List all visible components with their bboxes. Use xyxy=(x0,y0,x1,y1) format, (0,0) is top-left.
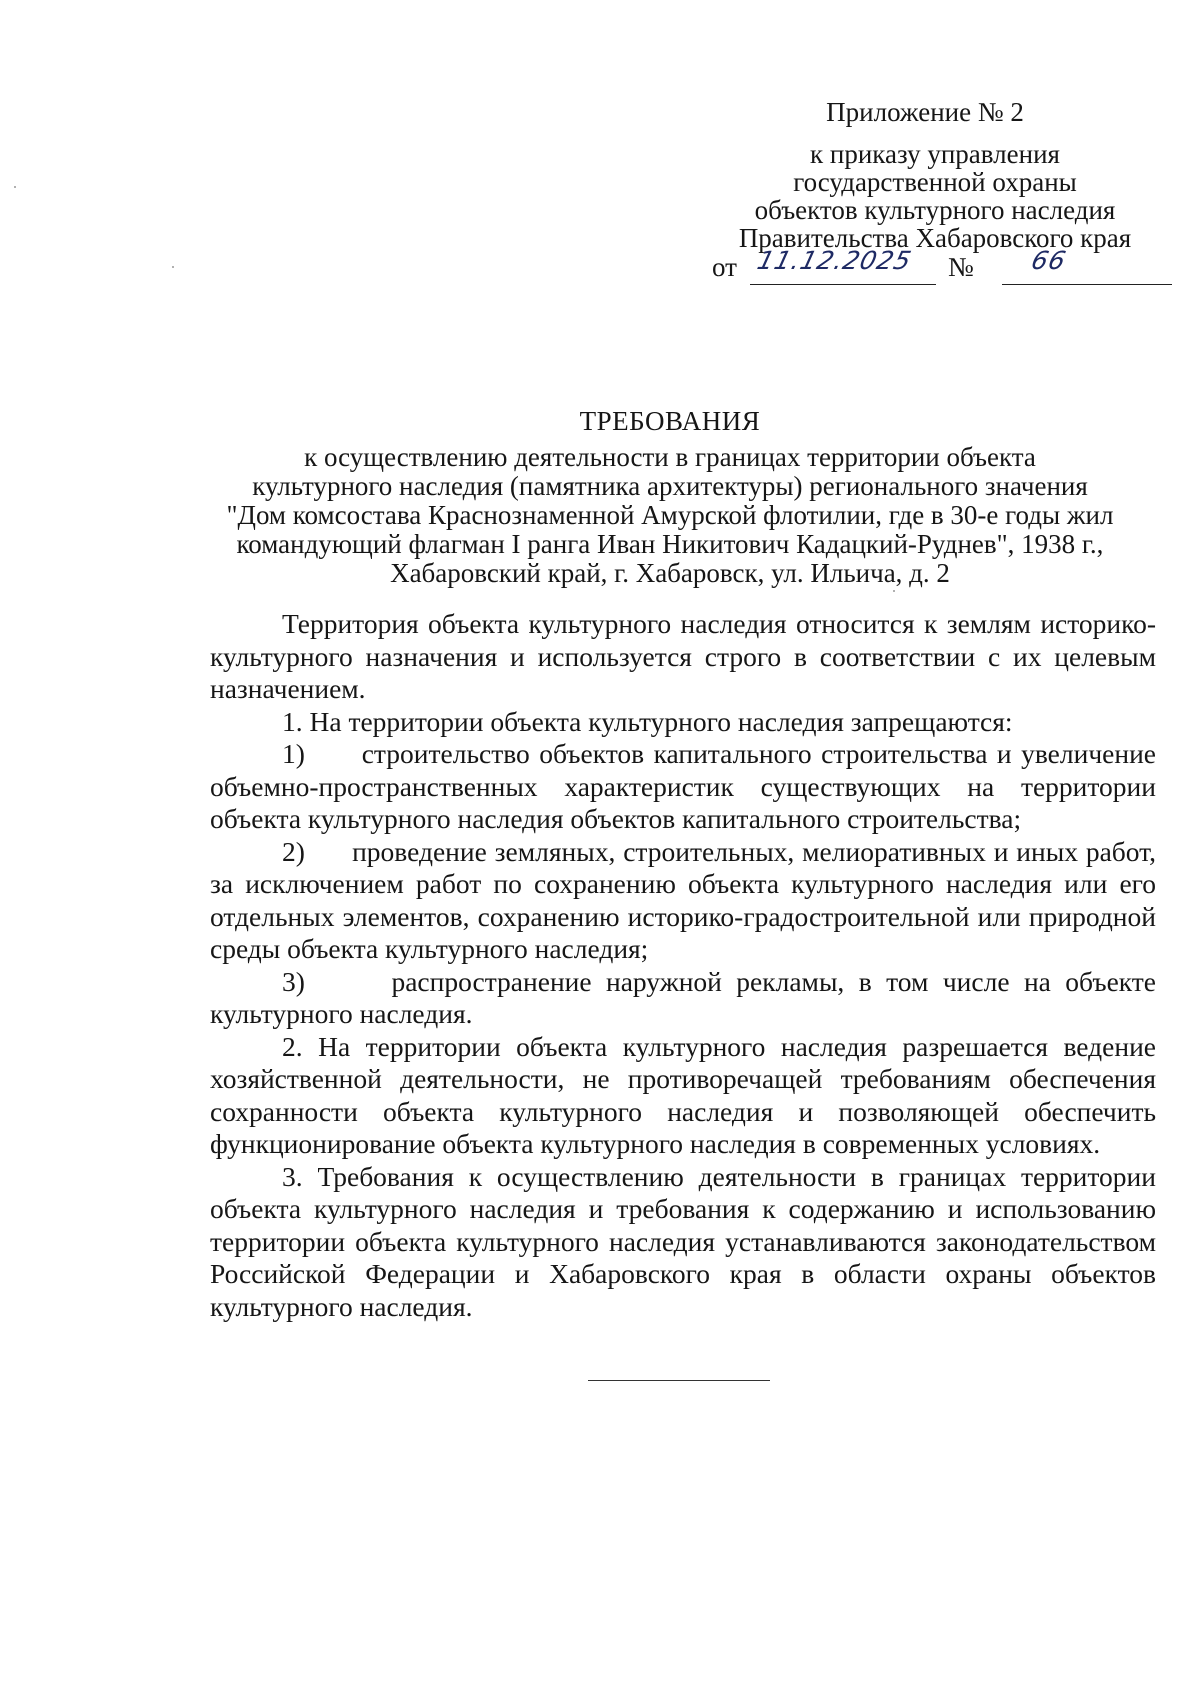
scan-speck xyxy=(893,590,895,592)
order-date-number xyxy=(712,246,1172,292)
subtitle-line: культурного наследия (памятника архитектуры) регионального значения xyxy=(252,471,1088,501)
order-line: к приказу управления xyxy=(810,139,1060,169)
handwritten-date: 11.12.2025 xyxy=(754,246,915,275)
date-prefix: от xyxy=(712,252,737,282)
section-1-item: 1) строительство объектов капитального строительства и увеличение объемно-пространственных характеристик существующих на территории объекта культурного наследия объектов капитального строительства; xyxy=(210,738,1156,834)
appendix-title: Приложение № 2 xyxy=(826,97,1024,127)
section-2-paragraph: 2. На территории объекта культурного наследия разрешается ведение хозяйственной деятельности, не противоречащей требованиям обеспечения сохранности объекта культурного наследия и позволяющей обеспечить функционирование объекта культурного наследия в современных условиях. xyxy=(210,1030,1156,1159)
subtitle-line: "Дом комсостава Краснознаменной Амурской флотилии, где в 30-е годы жил xyxy=(226,500,1114,530)
handwritten-number: 66 xyxy=(1028,246,1070,275)
document-title: ТРЕБОВАНИЯ xyxy=(579,406,761,436)
scan-speck xyxy=(14,186,16,188)
order-line: объектов культурного наследия xyxy=(754,195,1116,225)
subtitle-line: командующий флагман I ранга Иван Никитович Кадацкий-Руднев", 1938 г., xyxy=(236,529,1104,559)
document-body xyxy=(210,608,1156,1323)
appendix-header xyxy=(690,98,1180,252)
section-1-item: 2) проведение земляных, строительных, мелиоративных и иных работ, за исключением работ по сохранению объекта культурного наследия или его отдельных элементов, сохранению историко-градостроительной или природной среды объекта культурного наследия; xyxy=(210,835,1156,964)
order-line: Правительства Хабаровского края xyxy=(738,223,1132,253)
scan-speck xyxy=(172,266,174,268)
subtitle-line: к осуществлению деятельности в границах территории объекта xyxy=(304,442,1036,472)
end-of-document-rule xyxy=(588,1380,770,1381)
number-prefix: № xyxy=(948,252,974,282)
number-field xyxy=(1002,252,1172,285)
subtitle-line: Хабаровский край, г. Хабаровск, ул. Ильича, д. 2 xyxy=(390,558,950,588)
section-1-heading: 1. На территории объекта культурного наследия запрещаются: xyxy=(282,705,1013,737)
section-3-paragraph: 3. Требования к осуществлению деятельности в границах территории объекта культурного наследия и требования к содержанию и использованию территории объекта культурного наследия устанавливаются законодательством Российской Федерации и Хабаровского края в области охраны объектов культурного наследия. xyxy=(210,1160,1156,1322)
document-title-block xyxy=(190,407,1150,588)
order-line: государственной охраны xyxy=(793,167,1077,197)
section-1-item: 3) распространение наружной рекламы, в том числе на объекте культурного наследия. xyxy=(210,965,1156,1029)
intro-paragraph: Территория объекта культурного наследия относится к землям историко-культурного назначения и используется строго в соответствии с их целевым назначением. xyxy=(210,608,1156,704)
